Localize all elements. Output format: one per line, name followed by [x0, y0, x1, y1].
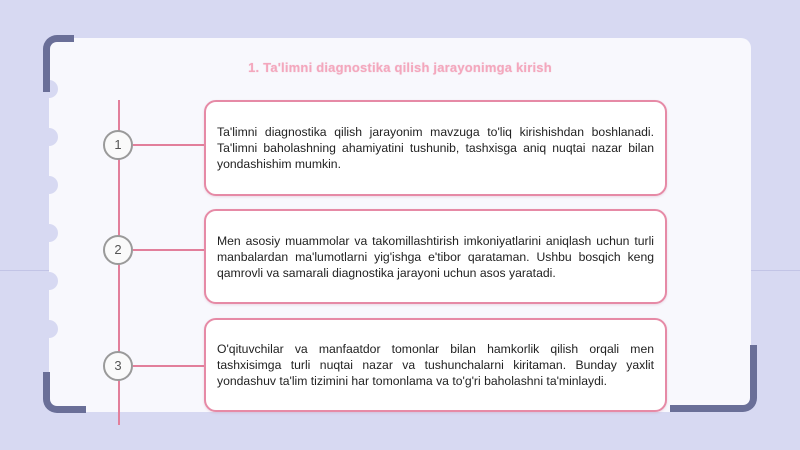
- notebook-hole: [40, 320, 58, 338]
- step-text: O'qituvchilar va manfaatdor tomonlar bilan hamkorlik qilish orqali men tashxisimga turli nuqtai nazar va tushunchalarni kiritaman. Bunday yaxlit yondashuv ta'lim tizimini har tomonlama va to'g'ri baholashni ta'minlaydi.: [217, 342, 654, 388]
- step-connector: [133, 144, 205, 146]
- notebook-hole: [40, 224, 58, 242]
- notebook-hole: [40, 272, 58, 290]
- step-connector: [133, 365, 205, 367]
- notebook-hole: [40, 176, 58, 194]
- step-number-badge: 1: [103, 130, 133, 160]
- step-connector: [133, 249, 205, 251]
- page-title: 1. Ta'limni diagnostika qilish jarayonimga kirish: [248, 60, 552, 75]
- frame-corner-bottom-right: [670, 345, 757, 412]
- step-number-badge: 2: [103, 235, 133, 265]
- step-text: Ta'limni diagnostika qilish jarayonim mavzuga to'liq kirishishdan boshlanadi. Ta'limni baholashning ahamiyatini tushunib, tashxisga aniq nuqtai nazar bilan yondashishim mumkin.: [217, 125, 654, 171]
- frame-corner-top-left: [43, 35, 74, 92]
- step-card-3: [204, 318, 667, 412]
- step-text: Men asosiy muammolar va takomillashtirish imkoniyatlarini aniqlash uchun turli manbalardan ma'lumotlarni yig'ishga e'tibor qarataman. Ushbu bosqich keng qamrovli va samarali diagnostika jarayoni uchun asos yaratadi.: [217, 233, 654, 280]
- step-card-1: [204, 100, 667, 196]
- step-number-badge: 3: [103, 351, 133, 381]
- notebook-hole: [40, 128, 58, 146]
- step-card-2: [204, 209, 667, 304]
- frame-corner-bottom-left: [43, 372, 86, 413]
